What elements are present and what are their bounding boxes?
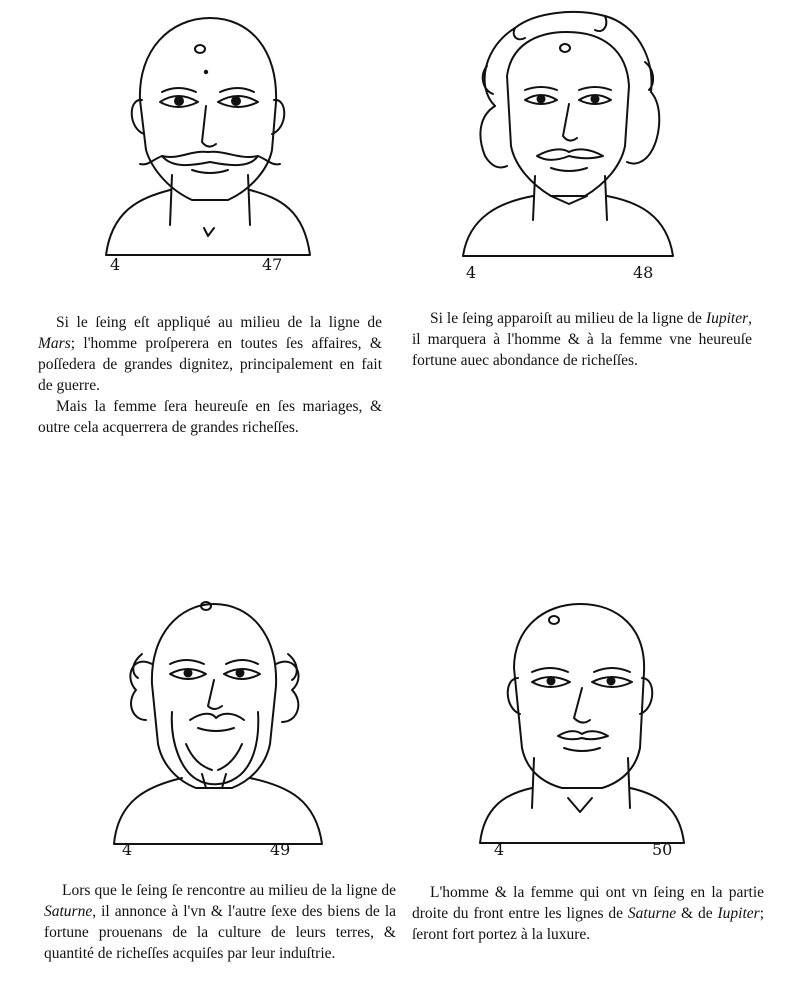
- figure-number-right: 48: [633, 263, 654, 282]
- figure-number-right: 47: [262, 255, 283, 274]
- figure-number-left: 4: [466, 263, 477, 282]
- figure-number-left: 4: [122, 840, 133, 859]
- caption-mars: [38, 312, 382, 438]
- figure-number-left: 4: [110, 255, 121, 274]
- figure-number-right: 49: [270, 840, 291, 859]
- face-illustration-jupiter: [455, 6, 680, 266]
- caption-paragraph: Si le ſeing apparoiſt au milieu de la ligne de Iupiter, il marquera à l'homme & à la femme vne heureuſe fortune auec abondance de richeſſes.: [412, 310, 752, 369]
- figure-number-right: 50: [652, 840, 673, 859]
- caption-paragraph: Si le ſeing eſt appliqué au milieu de la ligne de Mars; l'homme proſperera en toutes ſes affaires, & poſſedera de grandes dignitez, principalement en fait de guerre.: [38, 314, 382, 394]
- face-illustration-mars: [100, 10, 320, 265]
- caption-saturne: [44, 880, 396, 964]
- caption-jupiter: [412, 308, 752, 371]
- caption-paragraph: Lors que le ſeing ſe rencontre au milieu de la ligne de Saturne, il annonce à l'vn & l'autre ſexe des biens de la fortune prouenans de la culture de leurs terres, & quantité de richeſſes acquiſes par leur induſtrie.: [44, 882, 396, 962]
- caption-paragraph: L'homme & la femme qui ont vn ſeing en la partie droite du front entre les lignes de Saturne & de Iupiter; ſeront fort portez à la luxure.: [412, 884, 764, 943]
- figure-number-left: 4: [494, 840, 505, 859]
- caption-paragraph: Mais la femme ſera heureuſe en ſes mariages, & outre cela acquerrera de grandes richeſſes.: [38, 398, 382, 436]
- face-illustration-saturne-jupiter: [474, 598, 689, 853]
- face-illustration-saturne-bearded: [102, 594, 327, 854]
- caption-saturne-jupiter: [412, 882, 764, 945]
